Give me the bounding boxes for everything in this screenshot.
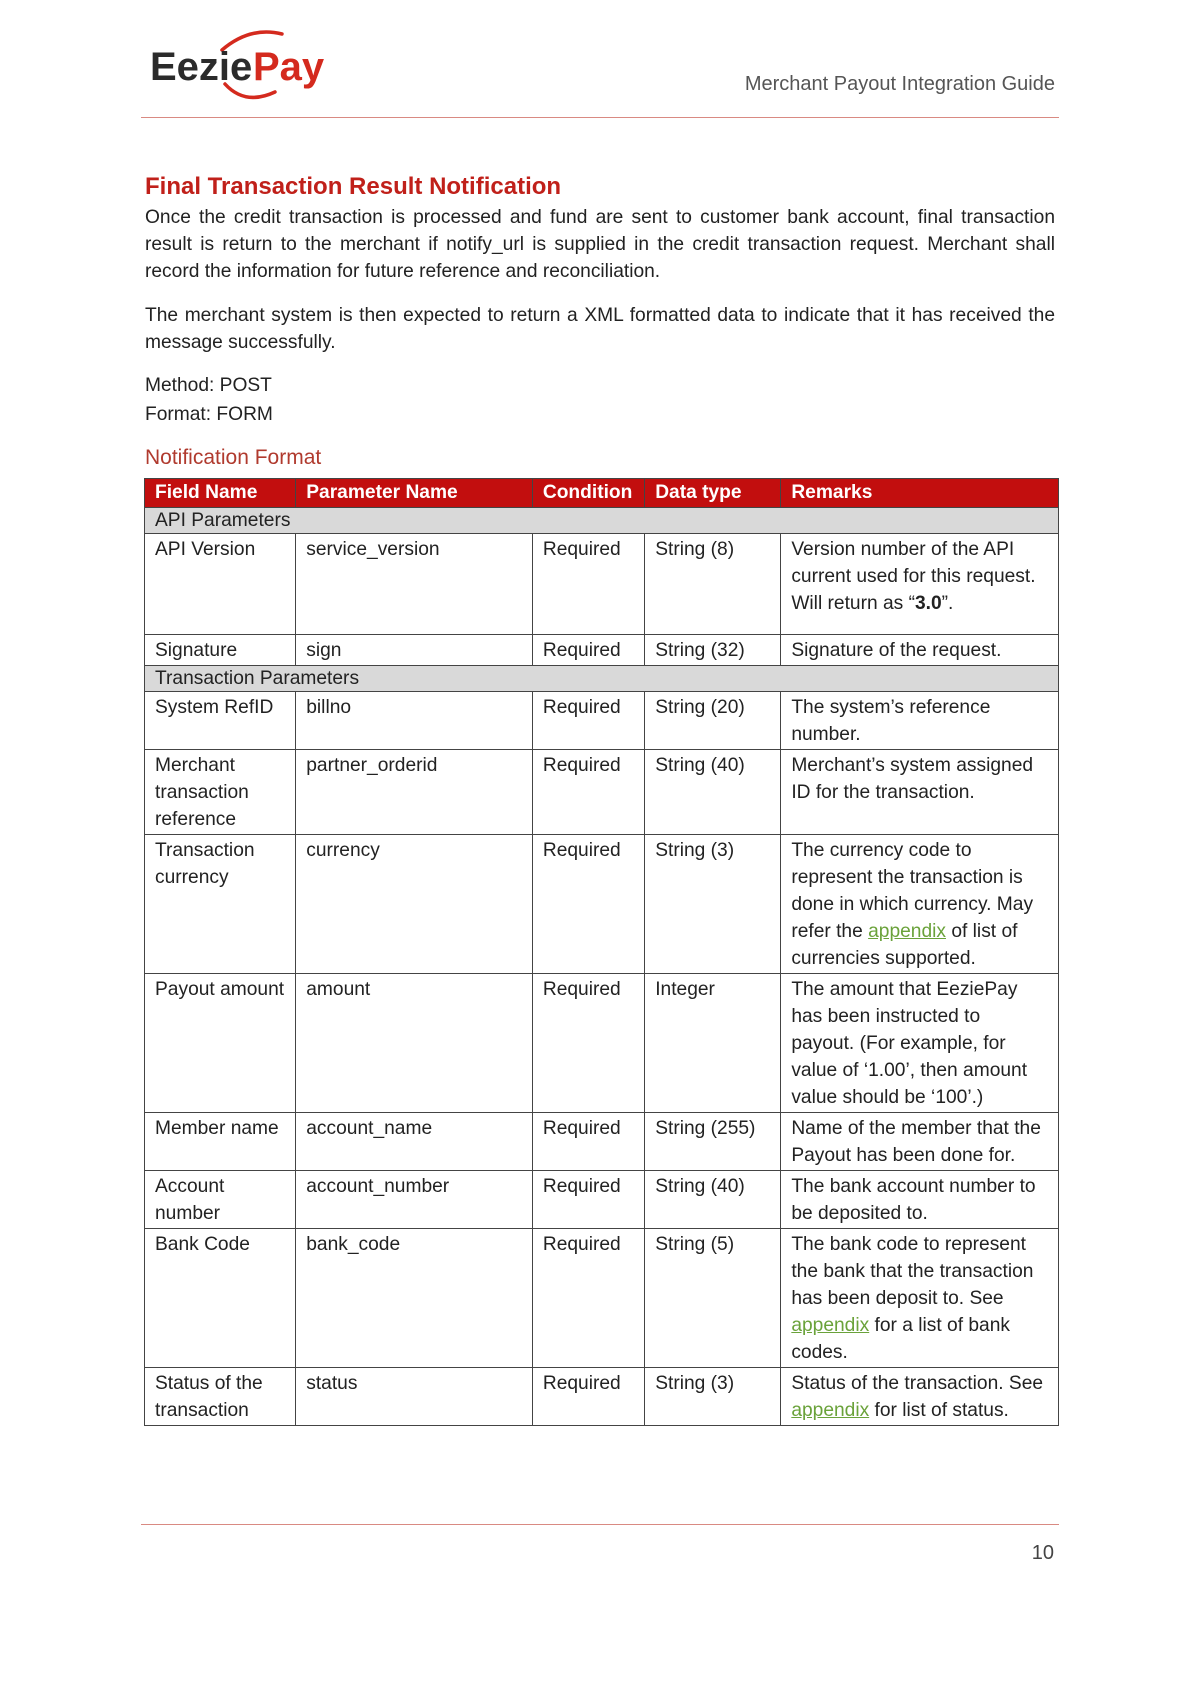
parameter-cell: amount xyxy=(296,974,533,1113)
column-header: Parameter Name xyxy=(296,479,533,508)
field-name-cell: Account number xyxy=(145,1171,296,1229)
parameter-cell: partner_orderid xyxy=(296,750,533,835)
remarks-text: Status of the transaction. See xyxy=(791,1373,1044,1394)
remarks-cell xyxy=(781,1368,1059,1426)
remarks-text: of list of currencies supported. xyxy=(791,921,1018,969)
remarks-cell: The system’s reference number. xyxy=(781,692,1059,750)
document-title: Merchant Payout Integration Guide xyxy=(744,73,1055,95)
remarks-cell xyxy=(781,1229,1059,1368)
response-paragraph: The merchant system is then expected to return a XML formatted data to indicate that it has received the message successfully. xyxy=(145,305,1055,353)
page-number: 10 xyxy=(1031,1542,1054,1564)
table-row xyxy=(145,835,1059,974)
parameter-cell: service_version xyxy=(296,534,533,635)
condition-cell: Required xyxy=(532,1113,644,1171)
field-name-cell: API Version xyxy=(145,534,296,635)
table-row xyxy=(145,750,1059,835)
remarks-cell: Merchant’s system assigned ID for the transaction. xyxy=(781,750,1059,835)
data-type-cell: String (255) xyxy=(645,1113,781,1171)
condition-cell: Required xyxy=(532,635,644,666)
parameter-cell: bank_code xyxy=(296,1229,533,1368)
eeziepay-logo xyxy=(150,28,350,108)
condition-cell: Required xyxy=(532,534,644,635)
group-row-transaction xyxy=(145,666,1059,692)
table-header-row xyxy=(145,479,1059,508)
intro-paragraph: Once the credit transaction is processed and fund are sent to customer bank account, final transaction result is return to the merchant if notify_url is supplied in the credit transaction request. Merchant shall record the information for future reference and reconciliation. xyxy=(145,207,1055,282)
remarks-cell xyxy=(781,835,1059,974)
svg-text:Pay: Pay xyxy=(253,45,325,89)
field-name-cell: Bank Code xyxy=(145,1229,296,1368)
data-type-cell: String (40) xyxy=(645,1171,781,1229)
remarks-cell: Name of the member that the Payout has been done for. xyxy=(781,1113,1059,1171)
condition-cell: Required xyxy=(532,1229,644,1368)
condition-cell: Required xyxy=(532,835,644,974)
parameter-cell: currency xyxy=(296,835,533,974)
table-row xyxy=(145,635,1059,666)
group-label: API Parameters xyxy=(145,508,1059,534)
version-value: 3.0 xyxy=(914,593,942,614)
remarks-text: for list of status. xyxy=(869,1400,1009,1421)
column-header: Field Name xyxy=(145,479,296,508)
notification-format-heading: Notification Format xyxy=(145,446,322,469)
table-row xyxy=(145,1368,1059,1426)
format-line: Format: FORM xyxy=(145,404,273,425)
data-type-cell: String (5) xyxy=(645,1229,781,1368)
data-type-cell: String (3) xyxy=(645,1368,781,1426)
condition-cell: Required xyxy=(532,1171,644,1229)
remarks-text: The currency code to represent the transaction is done in which currency. May refer the xyxy=(791,840,1034,942)
appendix-link[interactable]: appendix xyxy=(791,1400,870,1421)
section-heading: Final Transaction Result Notification xyxy=(145,173,562,200)
parameter-cell: account_name xyxy=(296,1113,533,1171)
remarks-cell: The amount that EeziePay has been instructed to payout. (For example, for value of ‘1.00’, then amount value should be ‘100’.) xyxy=(781,974,1059,1113)
group-row-api xyxy=(145,508,1059,534)
remarks-cell: Signature of the request. xyxy=(781,635,1059,666)
field-name-cell: Member name xyxy=(145,1113,296,1171)
parameter-cell: sign xyxy=(296,635,533,666)
field-name-cell: Signature xyxy=(145,635,296,666)
field-name-cell: Payout amount xyxy=(145,974,296,1113)
table-row xyxy=(145,534,1059,635)
appendix-link[interactable]: appendix xyxy=(868,921,946,942)
remarks-cell: The bank account number to be deposited to. xyxy=(781,1171,1059,1229)
condition-cell: Required xyxy=(532,1368,644,1426)
footer-divider xyxy=(141,1524,1059,1525)
table-row xyxy=(145,1229,1059,1368)
field-name-cell: Status of the transaction xyxy=(145,1368,296,1426)
group-label: Transaction Parameters xyxy=(145,666,1059,692)
condition-cell: Required xyxy=(532,750,644,835)
notification-format-table xyxy=(144,478,1059,1426)
column-header: Data type xyxy=(645,479,781,508)
svg-text:Eezie: Eezie xyxy=(150,45,253,89)
table-row xyxy=(145,692,1059,750)
data-type-cell: Integer xyxy=(645,974,781,1113)
remarks-text: The bank code to represent the bank that the transaction has been deposit to. See xyxy=(791,1234,1034,1309)
column-header: Condition xyxy=(532,479,644,508)
condition-cell: Required xyxy=(532,692,644,750)
appendix-link[interactable]: appendix xyxy=(791,1315,870,1336)
field-name-cell: System RefID xyxy=(145,692,296,750)
section-content xyxy=(145,170,1055,473)
data-type-cell: String (3) xyxy=(645,835,781,974)
field-name-cell: Merchant transaction reference xyxy=(145,750,296,835)
table-row xyxy=(145,974,1059,1113)
remarks-cell xyxy=(781,534,1059,635)
data-type-cell: String (8) xyxy=(645,534,781,635)
remarks-text: Version number of the API current used for this request. Will return as “ xyxy=(791,539,1036,614)
data-type-cell: String (40) xyxy=(645,750,781,835)
table-row xyxy=(145,1171,1059,1229)
method-line: Method: POST xyxy=(145,375,272,396)
header-divider xyxy=(141,117,1059,118)
field-name-cell: Transaction currency xyxy=(145,835,296,974)
table-row xyxy=(145,1113,1059,1171)
parameter-cell: account_number xyxy=(296,1171,533,1229)
method-format-block xyxy=(145,371,1055,429)
parameter-cell: billno xyxy=(296,692,533,750)
remarks-text: ”. xyxy=(941,593,954,614)
condition-cell: Required xyxy=(532,974,644,1113)
remarks-text: for a list of bank codes. xyxy=(791,1315,1010,1363)
data-type-cell: String (32) xyxy=(645,635,781,666)
data-type-cell: String (20) xyxy=(645,692,781,750)
column-header: Remarks xyxy=(781,479,1059,508)
parameter-cell: status xyxy=(296,1368,533,1426)
